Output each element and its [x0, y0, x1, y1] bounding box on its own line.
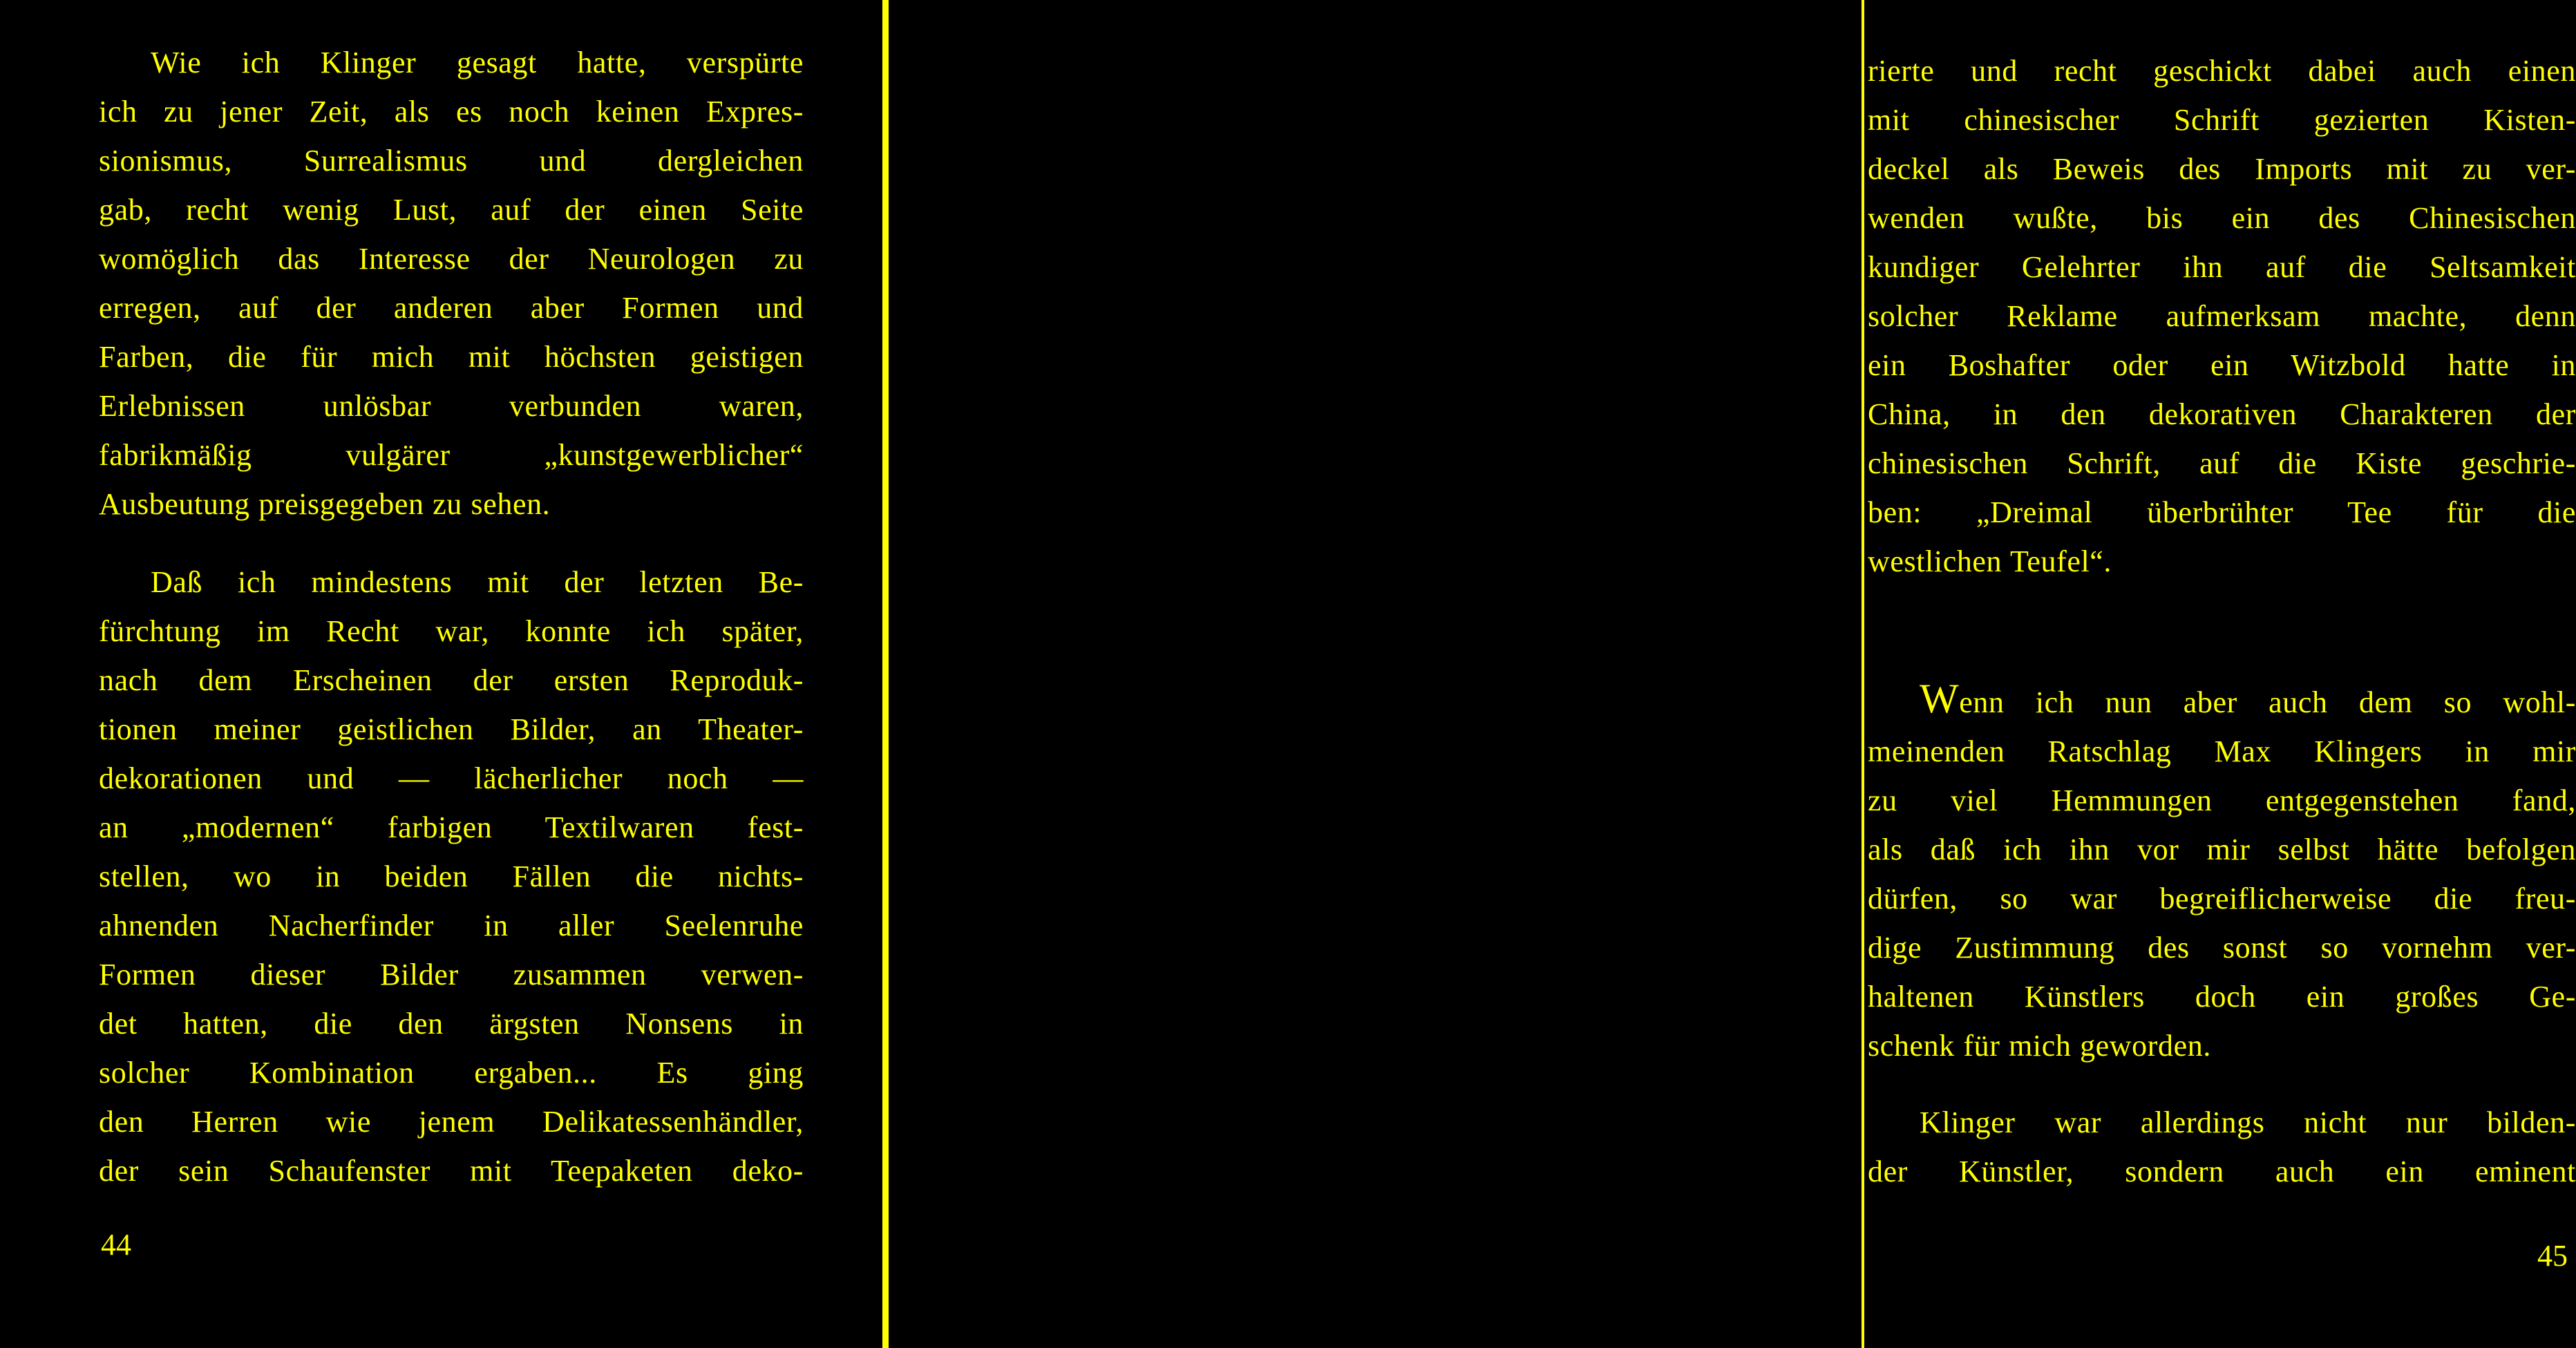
text-line: ahnenden Nacherfinder in aller Seelenruhe [99, 909, 804, 942]
text-line: meinenden Ratschlag Max Klingers in mir [1868, 734, 2576, 768]
paragraph [99, 38, 804, 529]
text-line: an „modernen“ farbigen Textilwaren fest- [99, 810, 804, 844]
first-line-text: enn ich nun aber auch dem so wohl- [1959, 685, 2576, 719]
right-text-column [1868, 46, 2576, 1196]
text-line: Ausbeutung preisgegeben zu sehen. [99, 487, 551, 521]
text-line: Farben, die für mich mit höchsten geistigen [99, 340, 804, 374]
text-line: gab, recht wenig Lust, auf der einen Seite [99, 193, 804, 227]
text-line: sionismus, Surrealismus und dergleichen [99, 144, 804, 178]
text-line: Klinger war allerdings nicht nur bilden- [1920, 1105, 2576, 1139]
left-page [0, 0, 882, 1348]
text-line: tionen meiner geistlichen Bilder, an Theater- [99, 712, 804, 746]
text-line: womöglich das Interesse der Neurologen zu [99, 242, 804, 276]
text-line: solcher Kombination ergaben... Es ging [99, 1056, 804, 1090]
text-line: ben: „Dreimal überbrühter Tee für die [1868, 495, 2576, 529]
right-page [891, 0, 2576, 1348]
page-edge [1862, 0, 1864, 1348]
text-line: nach dem Erscheinen der ersten Reproduk- [99, 663, 804, 697]
text-line: fabrikmäßig vulgärer „kunstgewerblicher“ [99, 438, 804, 472]
paragraph [1868, 674, 2576, 1070]
text-line: ein Boshafter oder ein Witzbold hatte in [1868, 348, 2576, 382]
text-line: rierte und recht geschickt dabei auch einen [1868, 54, 2576, 88]
paragraph [1868, 1098, 2576, 1196]
text-line: westlichen Teufel“. [1868, 544, 2112, 578]
paragraph [99, 558, 804, 1195]
paragraph-gap [1868, 1070, 2576, 1098]
section-gap [1868, 586, 2576, 674]
left-text-column [99, 38, 804, 1195]
text-line: Daß ich mindestens mit der letzten Be- [151, 565, 804, 599]
text-line: ich zu jener Zeit, als es noch keinen Expres- [99, 95, 804, 129]
text-line: Formen dieser Bilder zusammen verwen- [99, 958, 804, 991]
text-line: dige Zustimmung des sonst so vornehm ver- [1868, 931, 2576, 965]
text-line: als daß ich ihn vor mir selbst hätte befolgen [1868, 833, 2576, 866]
paragraph-gap [99, 529, 804, 558]
text-line: dürfen, so war begreiflicherweise die freu- [1868, 882, 2576, 915]
text-line: det hatten, die den ärgsten Nonsens in [99, 1007, 804, 1041]
text-line: der sein Schaufenster mit Teepaketen deko- [99, 1154, 804, 1188]
text-line: solcher Reklame aufmerksam machte, denn [1868, 299, 2576, 333]
drop-letter: W [1920, 676, 1960, 721]
text-line: China, in den dekorativen Charakteren der [1868, 397, 2576, 431]
text-line: mit chinesischer Schrift gezierten Kisten- [1868, 103, 2576, 137]
gutter-line [882, 0, 889, 1348]
text-line: fürchtung im Recht war, konnte ich später, [99, 614, 804, 648]
text-line: wenden wußte, bis ein des Chinesischen [1868, 201, 2576, 235]
text-line: chinesischen Schrift, auf die Kiste geschrie- [1868, 446, 2576, 480]
text-line: den Herren wie jenem Delikatessenhändler, [99, 1105, 804, 1139]
text-line: dekorationen und — lächerlicher noch — [99, 761, 804, 795]
paragraph [1868, 46, 2576, 586]
text-line: der Künstler, sondern auch ein eminent [1868, 1155, 2576, 1188]
page-number-left: 44 [101, 1228, 131, 1262]
page-number-right: 45 [2537, 1239, 2568, 1273]
text-line: stellen, wo in beiden Fällen die nichts- [99, 860, 804, 893]
text-line: Wie ich Klinger gesagt hatte, verspürte [151, 46, 804, 79]
text-line: haltenen Künstlers doch ein großes Ge- [1868, 980, 2576, 1014]
text-line: deckel als Beweis des Imports mit zu ver- [1868, 152, 2576, 186]
text-line: Erlebnissen unlösbar verbunden waren, [99, 389, 804, 423]
text-line: erregen, auf der anderen aber Formen und [99, 291, 804, 325]
text-line: zu viel Hemmungen entgegenstehen fand, [1868, 784, 2576, 817]
text-line: kundiger Gelehrter ihn auf die Seltsamkeit [1868, 250, 2576, 284]
text-line [1868, 674, 2576, 727]
text-line: schenk für mich geworden. [1868, 1029, 2211, 1063]
